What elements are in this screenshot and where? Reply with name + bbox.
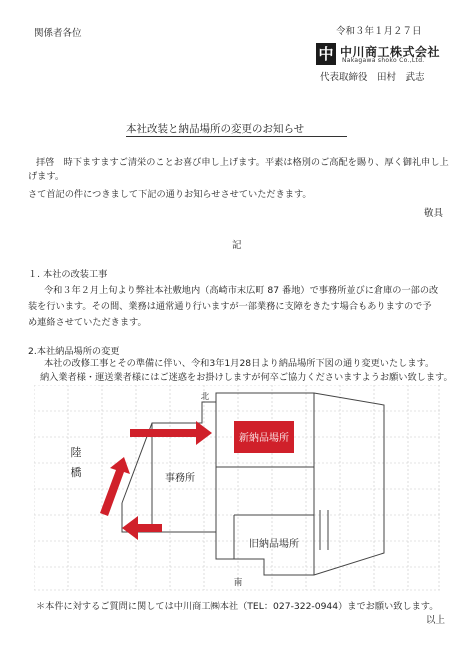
section1-line-3: め連絡させていただきます。 <box>28 317 147 328</box>
representative: 代表取締役 田村 武志 <box>320 72 425 83</box>
arrow-up-diagonal <box>100 457 130 516</box>
section1-line-2: 装を行います。その間、業務は通常通り行いますが一部業務に支障をきたす場合もありますので予 <box>28 301 432 312</box>
company-romaji: Nakagawa shoko Co.,Ltd. <box>342 57 425 64</box>
company-logo-icon: 中 <box>316 43 336 65</box>
section2-line-1: 本社の改修工事とその準備に伴い、令和3年1月28日より納品場所下図の通り変更いたします。 <box>44 358 435 369</box>
greeting-line-1: 拝啓 時下ますますご清栄のことお喜び申し上げます。平素は格別のご高配を賜り、厚く御礼申し上 <box>36 157 449 168</box>
issue-date: 令和３年１月２７日 <box>336 26 422 37</box>
ki-marker: 記 <box>232 240 242 251</box>
greeting-line-3: さて首記の件につきまして下記の通りお知らせさせていただきます。 <box>28 189 312 200</box>
greeting-line-2: げます。 <box>28 171 65 182</box>
closing-keigu: 敬具 <box>424 208 444 219</box>
footer-note: ＊本件に対するご質問に関しては中川商工㈱本社（TEL：027-322-0944）までお願い致します。 <box>36 601 439 612</box>
document-title: 本社改装と納品場所の変更のお知らせ <box>126 123 305 135</box>
section2-heading: 2.本社納品場所の変更 <box>28 346 120 357</box>
arrow-east-to-new-delivery <box>130 421 212 445</box>
kyo-label: 橋 <box>70 466 82 479</box>
new-delivery-box <box>234 421 294 453</box>
section1-line-1: 令和３年２月上旬より弊社本社敷地内（高崎市末広町 87 番地）で事務所並びに倉庫の一部の改 <box>44 285 439 296</box>
company-logo <box>316 43 446 69</box>
old-delivery-label: 旧納品場所 <box>249 539 299 550</box>
arrow-west-from-office <box>122 516 162 540</box>
office-label: 事務所 <box>165 473 195 484</box>
end-marker: 以上 <box>426 615 446 626</box>
new-delivery-label: 新納品場所 <box>239 433 289 444</box>
delivery-map <box>34 385 440 595</box>
riku-label: 陸 <box>70 446 82 459</box>
company-name: 中川商工株式会社 <box>340 45 441 59</box>
north-label: 北 <box>200 392 210 402</box>
section2-line-2: 納入業者様・運送業者様にはご迷惑をお掛けしますが何卒ご協力くださいますようお願い致します。 <box>40 372 453 383</box>
south-label: 南 <box>233 578 243 588</box>
recipient: 関係者各位 <box>34 28 82 39</box>
section1-heading: １. 本社の改装工事 <box>28 269 108 280</box>
title-underline <box>126 136 347 137</box>
